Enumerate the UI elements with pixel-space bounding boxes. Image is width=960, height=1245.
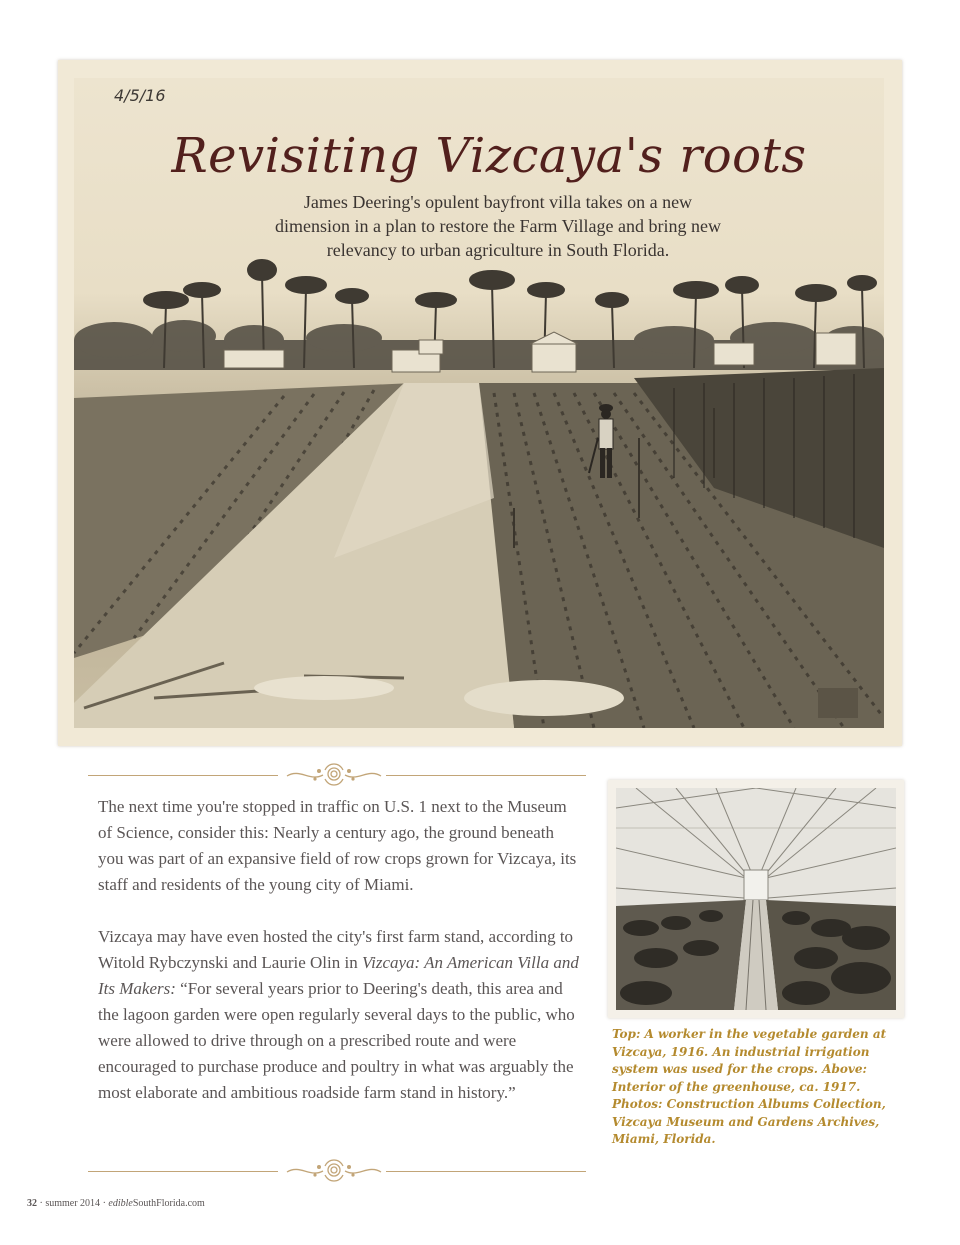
photo-caption: Top: A worker in the vegetable garden at Vizcaya, 1916. An industrial irrigation system was used for the crops. Above: Interior of the greenhouse, ca. 1917. Photos: Construction Albums Collection, Vizcaya Museum and Gardens Archives, Miami, Florida. <box>612 1027 887 1146</box>
greenhouse-illustration <box>616 788 896 1010</box>
page-title: Revisiting Vizcaya's roots <box>171 128 807 184</box>
article-body <box>98 794 580 1132</box>
site-name-italic: edible <box>108 1198 133 1209</box>
divider-line-left <box>88 775 278 776</box>
paragraph-2 <box>98 924 580 1106</box>
divider-line-left <box>88 1171 278 1172</box>
floral-ornament-icon <box>285 760 383 790</box>
divider-line-right <box>386 775 586 776</box>
greenhouse-photo-frame <box>608 780 904 1018</box>
hero-photo-frame <box>58 60 902 746</box>
paragraph-1: The next time you're stopped in traffic on U.S. 1 next to the Museum of Science, consider this: Nearly a century ago, the ground beneath you was part of an expansive field of row crops grown for Vizcaya, its staff and residents of the young city of Miami. <box>98 797 577 894</box>
footer-separator: · <box>100 1198 109 1209</box>
greenhouse-photo <box>616 788 896 1010</box>
vegetable-garden-photo <box>74 78 884 728</box>
footer-separator: · <box>37 1198 46 1209</box>
book-title: Vizcaya: An American Villa and Its Makers: <box>98 953 579 998</box>
paragraph-2-text-b: “For several years prior to Deering's death, this area and the lagoon garden were open regularly several days to the public, who were allowed to drive through on a prescribed route and were encouraged to purchase produce and poultry in what was arguably the most elaborate and ambitious roadside farm stand in history.” <box>98 979 575 1102</box>
bottom-ornament-divider <box>88 1156 586 1186</box>
issue-label: summer 2014 <box>45 1198 101 1209</box>
page-number: 32 <box>27 1198 37 1209</box>
paragraph-2-text-a: Vizcaya may have even hosted the city's first farm stand, according to Witold Rybczynski and Laurie Olin in <box>98 927 574 972</box>
floral-ornament-icon <box>285 1156 383 1186</box>
handwritten-date: 4/5/16 <box>114 86 166 105</box>
page-footer <box>27 1198 205 1209</box>
site-name-rest: SouthFlorida.com <box>132 1198 205 1209</box>
subtitle-deck: James Deering's opulent bayfront villa takes on a new dimension in a plan to restore the Farm Village and bring new relevancy to urban agriculture in South Florida. <box>275 192 721 260</box>
top-ornament-divider <box>88 760 586 790</box>
divider-line-right <box>386 1171 586 1172</box>
